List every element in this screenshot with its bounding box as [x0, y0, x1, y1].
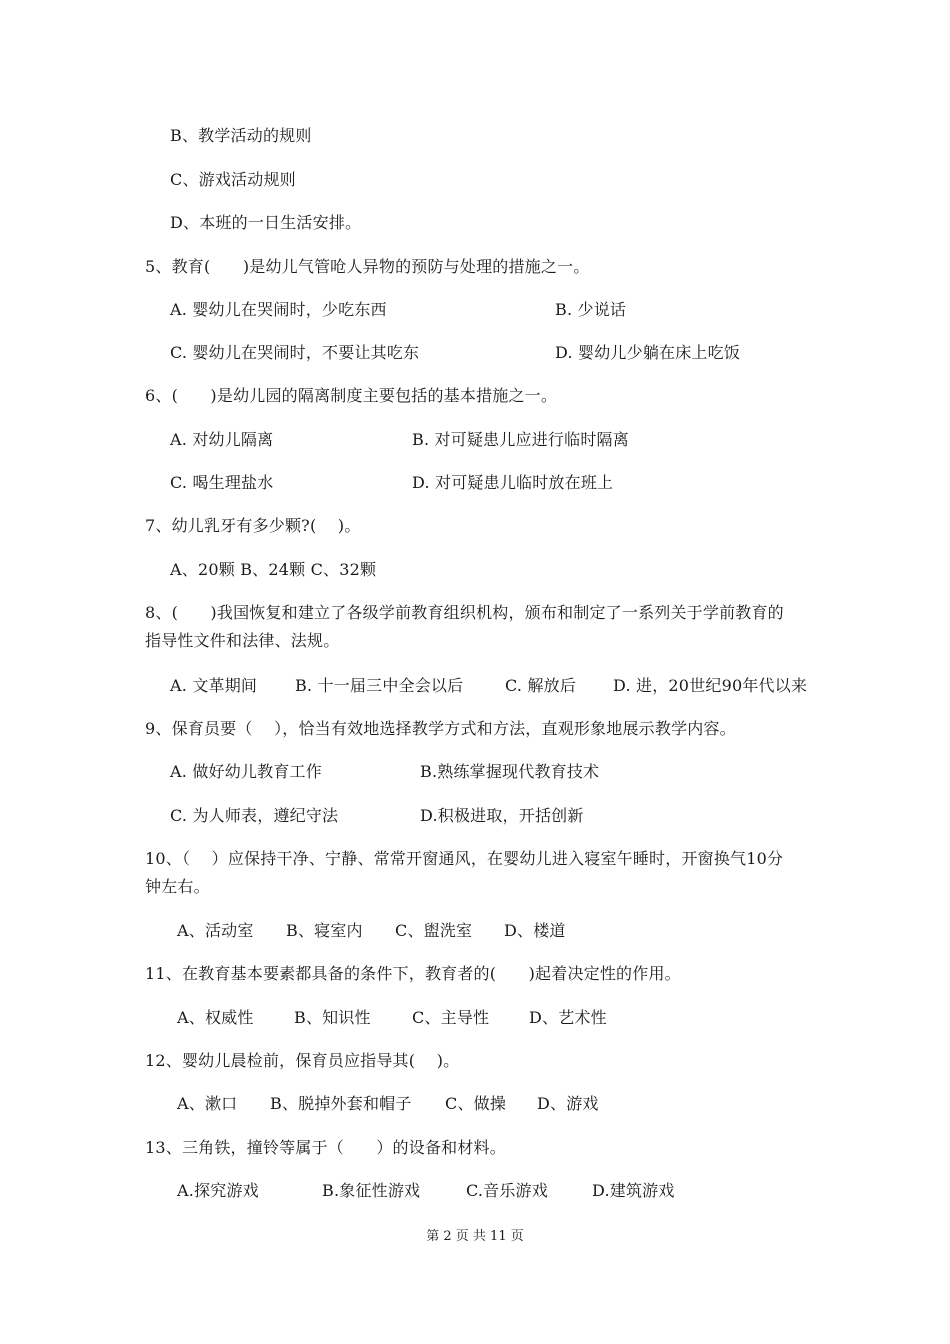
question-10-line-1: 10、（ ）应保持干净、宁静、常常开窗通风，在婴幼儿进入寝室午睡时，开窗换气10分 — [145, 849, 784, 868]
option-10b: B、寝室内 — [286, 921, 363, 940]
option-5b: B. 少说话 — [555, 300, 627, 319]
page-number: 第 2 页 共 11 页 — [426, 1229, 524, 1244]
option-11d: D、艺术性 — [529, 1008, 607, 1027]
option-10c: C、盥洗室 — [395, 921, 473, 940]
option-8c: C. 解放后 — [505, 676, 577, 695]
option-4d: D、本班的一日生活安排。 — [170, 213, 362, 232]
option-4b: B、教学活动的规则 — [170, 126, 312, 145]
option-9d: D.积极进取，开括创新 — [420, 806, 584, 825]
option-9b: B.熟练掌握现代教育技术 — [420, 762, 600, 781]
option-11b: B、知识性 — [294, 1008, 371, 1027]
question-13: 13、三角铁，撞铃等属于（ ）的设备和材料。 — [145, 1138, 506, 1157]
option-4c: C、游戏活动规则 — [170, 170, 296, 189]
option-10a: A、活动室 — [177, 921, 254, 940]
question-10-line-2: 钟左右。 — [145, 877, 210, 896]
option-12a: A、漱口 — [177, 1094, 238, 1113]
option-9a: A. 做好幼儿教育工作 — [170, 762, 322, 781]
option-12d: D、游戏 — [537, 1094, 599, 1113]
option-13d: D.建筑游戏 — [592, 1181, 675, 1200]
question-12: 12、婴幼儿晨检前，保育员应指导其( )。 — [145, 1051, 460, 1070]
option-6c: C. 喝生理盐水 — [170, 473, 274, 492]
option-8b: B. 十一届三中全会以后 — [295, 676, 464, 695]
option-6d: D. 对可疑患儿临时放在班上 — [412, 473, 614, 492]
question-8-line-1: 8、( )我国恢复和建立了各级学前教育组织机构，颁布和制定了一系列关于学前教育的 — [145, 603, 784, 622]
option-10d: D、楼道 — [504, 921, 566, 940]
option-13a: A.探究游戏 — [177, 1181, 259, 1200]
option-12c: C、做操 — [445, 1094, 507, 1113]
option-8d: D. 进，20世纪90年代以来 — [613, 676, 808, 695]
option-13c: C.音乐游戏 — [466, 1181, 548, 1200]
option-5c: C. 婴幼儿在哭闹时，不要让其吃东 — [170, 343, 420, 362]
option-5a: A. 婴幼儿在哭闹时，少吃东西 — [170, 300, 387, 319]
option-8a: A. 文革期间 — [170, 676, 258, 695]
question-11: 11、在教育基本要素都具备的条件下，教育者的( )起着决定性的作用。 — [145, 964, 681, 983]
option-9c: C. 为人师表，遵纪守法 — [170, 806, 339, 825]
question-9: 9、保育员要（ ），恰当有效地选择教学方式和方法，直观形象地展示教学内容。 — [145, 719, 736, 738]
option-6a: A. 对幼儿隔离 — [170, 430, 274, 449]
question-7: 7、幼儿乳牙有多少颗?( )。 — [145, 516, 361, 535]
question-8-line-2: 指导性文件和法律、法规。 — [145, 631, 340, 650]
options-7: A、20颗 B、24颗 C、32颗 — [170, 560, 377, 579]
option-11c: C、主导性 — [412, 1008, 490, 1027]
option-6b: B. 对可疑患儿应进行临时隔离 — [412, 430, 629, 449]
question-5: 5、教育( )是幼儿气管呛人异物的预防与处理的措施之一。 — [145, 257, 590, 276]
option-11a: A、权威性 — [177, 1008, 254, 1027]
option-5d: D. 婴幼儿少躺在床上吃饭 — [555, 343, 741, 362]
option-13b: B.象征性游戏 — [322, 1181, 421, 1200]
option-12b: B、脱掉外套和帽子 — [270, 1094, 412, 1113]
question-6: 6、( )是幼儿园的隔离制度主要包括的基本措施之一。 — [145, 386, 558, 405]
